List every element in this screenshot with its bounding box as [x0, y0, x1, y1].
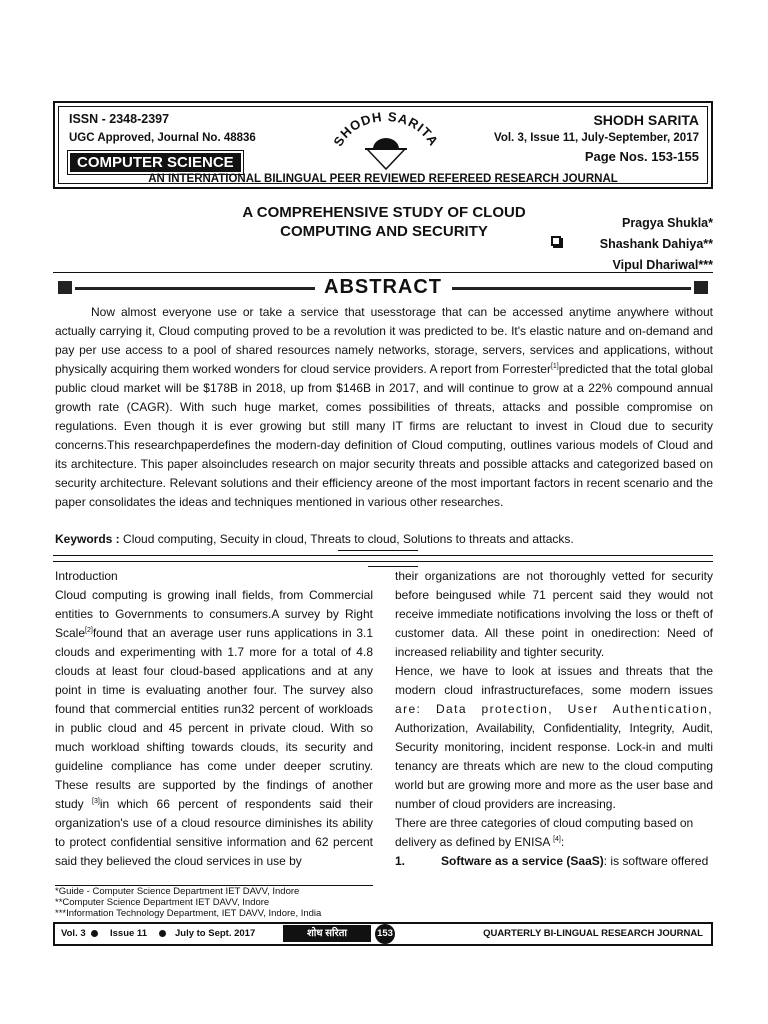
- title-divider: [53, 272, 713, 273]
- footnote-3: ***Information Technology Department, IET DAVV, Indore, India: [55, 908, 322, 919]
- list-term: Software as a service (SaaS): [441, 854, 604, 868]
- page-range: Page Nos. 153-155: [584, 149, 699, 164]
- right-paragraph-1: their organizations are not thoroughly vetted for security before beingused while 71 percent said they would not receive immediate notifications involving the loss or theft of customer data. All these point in onedirection: Need of increased reliability and tighter security.: [395, 569, 713, 659]
- right-paragraph-3: [395, 814, 713, 852]
- abstract-text-2: predicted that the total global public cloud market will be $178B in 2018, up from $146B in 2017, and will continue to grow at a 22% compound annual growth rate (CAGR). With such huge market, comes possibilities of threats, attacks and possible compromise on regulations. Even though it is ever growing but still many IT firms are reluctant to invest in Cloud due to security concerns.This researchpaperdefines the modern-day definition of Cloud computing, outlines various models of Cloud and its architecture. This paper alsoincludes research on major security threats and possible attacks and categorized based on security architecture. Relevant solutions and their efficiency areone of the most important factors in recent scenario and the paper consolidates the ideas and techniques mentioned in various other researches.: [55, 362, 713, 509]
- footnotes: [55, 886, 385, 919]
- abstract-right-block: [694, 281, 708, 294]
- section-heading-introduction: Introduction: [55, 569, 118, 583]
- footnote-1: *Guide - Computer Science Department IET DAVV, Indore: [55, 886, 300, 897]
- list-number: 1.: [395, 854, 406, 868]
- footer-journal-badge: शोध सरिता: [283, 925, 371, 942]
- subject-badge: COMPUTER SCIENCE: [68, 151, 243, 174]
- author-square-icon: [551, 236, 561, 246]
- author-list: [600, 213, 713, 276]
- right-text-3-end: :: [560, 835, 565, 849]
- keywords: [55, 530, 713, 549]
- right-text-3: There are three categories of cloud computing based on delivery as defined by ENISA: [395, 816, 694, 849]
- author-2: Shashank Dahiya**: [599, 237, 713, 251]
- abstract-right-line: [452, 287, 691, 290]
- keywords-text: Cloud computing, Secuity in cloud, Threats to cloud, Solutions to threats and attacks.: [119, 532, 574, 546]
- intro-text-1: Cloud computing is growing inall fields, from Commercial entities to Governments to consumers.A survey by Right Scale: [55, 588, 373, 640]
- header-inner-border: [58, 106, 708, 184]
- abstract-left-line: [75, 287, 315, 290]
- bullet-icon: [159, 930, 166, 937]
- abstract-heading: ABSTRACT: [324, 276, 442, 298]
- journal-logo: [321, 109, 451, 171]
- right-text-2a: Hence, we have to look at issues and threats that the modern cloud infrastructurefaces, some modern issues: [395, 664, 713, 697]
- journal-name: SHODH SARITA: [593, 112, 699, 128]
- paper-title: [212, 203, 556, 241]
- intro-text-3: in which 66 percent of respondents said their organization's use of a cloud resource diminishes its ability to protect confidential sensitive information and 62 percent said they believed the cloud services in use by: [55, 797, 373, 868]
- footer-volume: Vol. 3: [61, 928, 86, 939]
- footer-journal-type: QUARTERLY BI-LINGUAL RESEARCH JOURNAL: [483, 928, 703, 939]
- author-3: Vipul Dhariwal***: [612, 258, 713, 272]
- title-line-1: A COMPREHENSIVE STUDY OF CLOUD: [242, 204, 526, 221]
- logo-text: SHODH SARITA: [330, 109, 442, 149]
- journal-tagline: AN INTERNATIONAL BILINGUAL PEER REVIEWED REFEREED RESEARCH JOURNAL: [148, 173, 618, 185]
- ref-1: [1]: [550, 363, 559, 370]
- ugc-approval: UGC Approved, Journal No. 48836: [69, 132, 256, 144]
- right-paragraph-2: [395, 662, 713, 814]
- abstract-body: [55, 303, 713, 512]
- right-text-2b: are: Data protection, User Authentication,: [395, 702, 713, 716]
- title-line-2: COMPUTING AND SECURITY: [280, 223, 488, 240]
- ref-3: [3]: [92, 798, 100, 805]
- introduction-paragraph: [55, 586, 373, 871]
- journal-header: [53, 101, 713, 189]
- abstract-paragraph: [55, 303, 713, 512]
- bullet-icon: [91, 930, 98, 937]
- left-column: [55, 567, 373, 871]
- keywords-label: Keywords :: [55, 532, 120, 546]
- footer-issue: Issue 11: [110, 928, 147, 939]
- abstract-text-1: Now almost everyone use or take a service that usesstorage that can be accessed anytime anywhere without actually carrying it, Cloud computing proved to be a revolution it was predicted to be. It's elastic nature and on-demand and pay per use access to a pool of shared resources namely networks, storage, servers, services and applications, without physically acquiring them worked wonders for cloud service providers. A report from Forrester: [55, 305, 713, 376]
- right-column: [395, 567, 713, 871]
- abstract-left-block: [58, 281, 72, 294]
- page-number: 153: [375, 924, 395, 944]
- ref-4: [4]: [553, 836, 561, 843]
- intro-text-2: found that an average user runs applications in 3.1 clouds and experimenting with 1.7 more for a total of 4.8 clouds at least four cloud-based applications and at any point in time is evaluating another four. The survey also found that commercial entities run32 percent of workloads in public cloud and 45 percent in private cloud. With so much workload shifting towards clouds, its security and guideline compliance has come under deeper scrutiny. These results are supported by the findings of another study: [55, 626, 373, 811]
- separator-line-2: [53, 561, 713, 562]
- separator-line-1: [53, 555, 713, 556]
- issn: ISSN - 2348-2397: [69, 112, 170, 126]
- list-item-saas: [395, 852, 713, 871]
- footnote-2: **Computer Science Department IET DAVV, Indore: [55, 897, 270, 908]
- author-1: Pragya Shukla*: [621, 216, 713, 230]
- list-description: : is software offered: [603, 854, 709, 868]
- right-text-2c: Authorization, Availability, Confidentiality, Integrity, Audit, Security monitoring, incident response. Lock-in and multi tenancy are threats which are new to the cloud computing world but are growing more and more as the user base and number of cloud providers are increasing.: [395, 721, 713, 811]
- page-footer: [53, 922, 713, 946]
- footer-date: July to Sept. 2017: [175, 928, 256, 939]
- ref-2: [2]: [85, 627, 93, 634]
- volume-info: Vol. 3, Issue 11, July-September, 2017: [494, 132, 699, 144]
- separator-ornament-top: [338, 550, 418, 551]
